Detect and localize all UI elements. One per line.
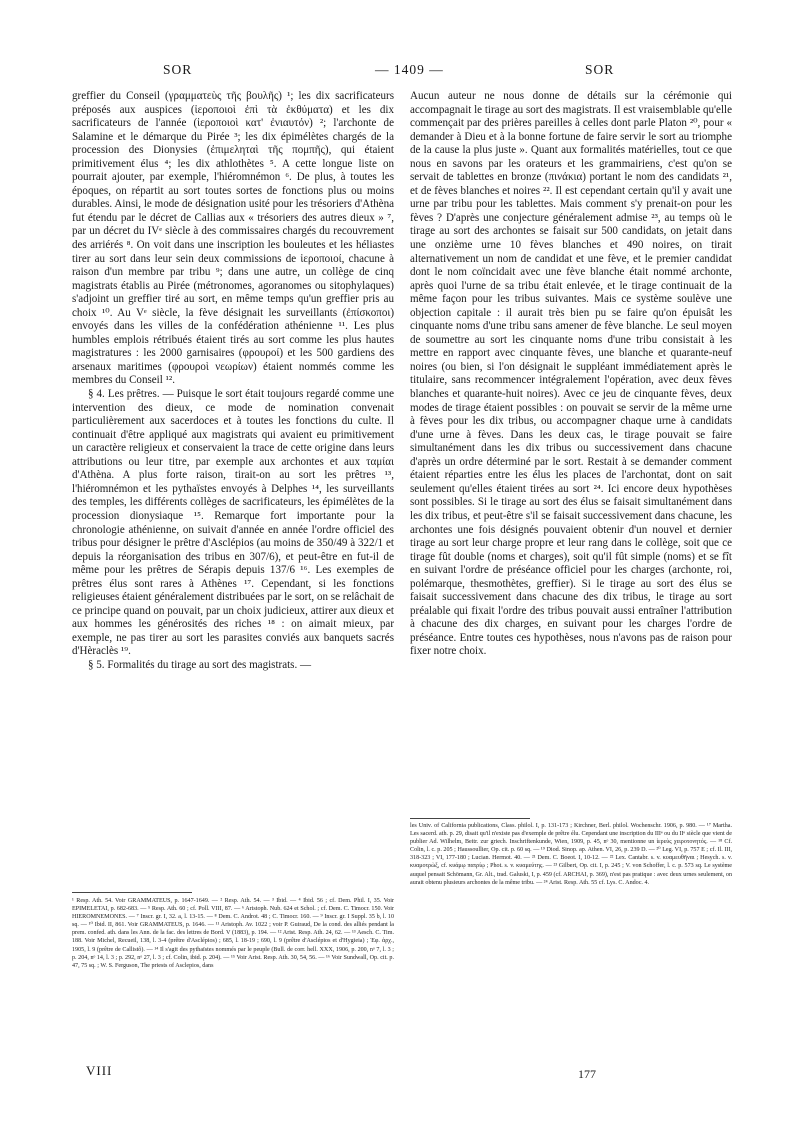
- running-header: [0, 62, 800, 84]
- header-right-word: SOR: [585, 62, 615, 77]
- footnotes-left: ¹ Resp. Ath. 54. Voir GRAMMATEUS, p. 1647-1649. — ² Resp. Ath. 54. — ³ Ibid. — ⁴ Ibid. 56 ; cf. Dem. Phil. I, 35. Voir EPIMELETAI, p. 682-683. — ⁵ Resp. Ath. 60 ; cf. Poll. VIII, 87. — ⁶ Aristoph. Nub. 624 et Schol. ; cf. Dem. C. Timocr. 150. Voir HIEROMNEMONES. — ⁷ Inscr. gr. I, 32. a, l. 13-15. — ⁸ Dem. C. Androt. 48 ; C. Timocr. 160. — ⁹ Inscr. gr. I Suppl. 35 b, l. 10 sq. — ¹⁰ Ibid. II, 861. Voir GRAMMATEUS, p. 1646. — ¹¹ Aristoph. Av. 1022 ; voir P. Guiraud, De la cond. des alliés pendant la prem. confed. ath. dans les Ann. de la fac. des lettres de Bord. V (1883), p. 194. — ¹² Arist. Resp. Ath. 24, 62. — ¹³ Aesch. C. Tim. 188. Voir Michel, Recueil, 138, l. 3-4 (prêtre d'Asclépios) ; 685, l. 18-19 ; 690, l. 9 (prêtre d'Asclépios et d'Hygieia) ; Ἐφ. ἀρχ., 1905, l. 9 (prêtre de Callistô). — ¹⁴ Il s'agit des pythaïstes nommés par le peuple (Bull. de corr. hell. XXX, 1906, p. 200, nᵒ 7, l. 3 ; p. 204, nᵒ 14, l. 3 ; p. 292, nᵒ 27, l. 3 ; cf. Colin, ibid. p. 204). — ¹⁵ Voir Arist. Resp. Ath. 30, 54, 56. — ¹⁶ Voir Sundwall, Op. cit. p. 47, 75 sq. ; W. S. Ferguson, The priests of Asclepios, dans: [72, 898, 394, 969]
- left-column: [72, 90, 394, 673]
- right-column: [410, 90, 732, 659]
- body-paragraph: Aucun auteur ne nous donne de détails sur la cérémonie qui accompagnait le tirage au sort des magistrats. Il est vraisemblable qu'elle commençait par des prières pareilles à celles dont parle Platon ²⁰, pour « demander à Dieu et à la bonne fortune de faire servir le sort au triomphe de la cause la plus juste ». Quant aux formalités matérielles, tout ce que nous en savons par les orateurs et les grammairiens, c'est qu'on se servait de tablettes en bronze (πινάκια) portant le nom des candidats ²¹, et de fèves blanches et noires ²². Il est cependant certain qu'il y avait une urne par tribu pour les tablettes. Mais comment s'y prenait-on pour les fèves ? D'après une conjecture généralement admise ²³, au temps où le tirage au sort des archontes se faisait sur 500 candidats, on jetait dans une onzième urne 10 fèves blanches et 490 noires, on tirait alternativement un nom de candidat et une fève, et le premier candidat dont le nom coïncidait avec une fève blanche était nommé archonte, après quoi l'urne de sa tribu était enlevée, et le tirage continuait de la même façon pour les tribus suivantes. Mais ce système soulève une objection capitale : il aurait très bien pu se faire qu'on épuisât les cinquante noms d'une tribu sans amener de fève blanche. Le seul moyen de soumettre au sort les cinquante noms d'une tribu consistait à les mettre en rapport avec cinquante fèves, une blanche et quarante-neuf noires (ou bien, si l'on désignait le suppléant immédiatement après le titulaire, sans recommencer intégralement l'opération, avec deux fèves blanches et quarante-huit noires). Avec ce jeu de cinquante fèves, deux modes de tirage étaient possibles : on pouvait se servir de la même urne à fèves pour les dix tribus, ou accompagner chaque urne à candidats d'une urne à fèves. Dans les deux cas, le tirage pouvait se faire simultanément dans les dix tribus ou successivement dans chacune d'après un ordre déterminé par le sort. Restait à se demander comment étaient réparties entre les élus les places de l'archontat, dont on sait seulement qu'elles étaient tirées au sort ²⁴. Ici encore deux hypothèses sont possibles. Si le tirage au sort des élus se faisait simultanément dans les dix tribus, et peut-être s'il se faisait successivement dans chacune, les archontes une fois désignés pouvaient obtenir d'un nouvel et dernier tirage au sort leur charge propre et leur rang dans le collège, soit que ce tirage fût double (noms et charges), soit qu'il fût simple (noms) et se fît en suivant l'ordre de préséance officiel pour les charges (archonte, roi, polémarque, thesmothètes, greffier). Si le tirage au sort des élus se faisait successivement dans chacune des dix tribus, le tirage au sort préalable qui fixait l'ordre des tribus pouvait aussi entraîner l'attribution à chacune des dix charges, en suivant pour les charges l'ordre de préséance. Entre toutes ces hypothèses, nous n'avons pas de raison pour fixer notre choix.: [410, 90, 732, 658]
- footnotes-right: les Univ. of California publications, Class. philol. I, p. 131-173 ; Kirchner, Berl. philol. Wochenschr. 1906, p. 980. — ¹⁷ Martha. Les sacerd. ath. p. 29, disait qu'il n'existe pas d'exemple de prêtre élu. Cependant une inscription du IIIᵉ ou du IIᵉ siècle que vient de publier Ad. Wilhelm, Beitr. zur griech. Inschriftenkunde, Wien, 1909, p. 45, nᵒ 30, mentionne un ἱερεὺς χειροτονητός. — ¹⁸ Cf. Colin, l. c. p. 205 ; Haussoullier, Op. cit. p. 60 sq. — ¹⁹ Diod. Sinop. ap. Athen. VI, 26, p. 239 D. — ²⁰ Leg. VI, p. 757 E ; cf. Il. III, 318-323 ; VI, 177-180 ; Lucian. Hermot. 40. — ²¹ Dem. C. Boeot. I, 10-12. — ²² Lex. Cantabr. s. v. κυαμευθῆναι ; Hesych. s. v. κυαμοτρὼξ, cf. κυάμῳ πατρίῳ ; Phot. s. v. κυαμεύτης. — ²³ Gilbert, Op. cit. I, p. 245 ; V. von Schoffer, l. c. p. 573 sq. Le système auquel pensait Schömann, Gr. Alt., trad. Galuski, I, p. 459 (cf. ARCHAI, p. 369), n'est pas pratique : avec deux urnes seulement, on aurait obtenu plusieurs archontes de la même tribu. — ²⁴ Arist. Resp. Ath. 55 cf. Lys. C. Andoc. 4.: [410, 823, 732, 886]
- header-left-word: SOR: [163, 62, 193, 77]
- footnote-divider: [72, 892, 192, 893]
- section-heading-formalities: § 5. Formalités du tirage au sort des magistrats. —: [88, 658, 312, 671]
- section-paragraph-priests: § 4. Les prêtres. — Puisque le sort était toujours regardé comme une intervention des dieux, ce mode de nomination convenait particulièrement aux sacerdoces et à toutes les fonctions du culte. Il continuait d'être appliqué aux magistrats qui avaient eu primitivement un caractère religieux et conservaient la trace de cette origine dans leurs attributions ou leur titre, par exemple aux archontes et aux ταμίαι d'Athèna. A plus forte raison, tirait-on au sort les prêtres ¹³, l'hiéromnémon et les pythaïstes envoyés à Delphes ¹⁴, les surveillants des temples, les différents collèges de sacrificateurs, les épimélètes de la procession dionysiaque ¹⁵. Remarque fort importante pour la chronologie athénienne, on suivait d'année en année l'ordre officiel des tribus pour désigner le prêtre d'Asclépios (au moins de 350/49 à 322/1 et depuis la réorganisation des tribus en 307/6), et peut-être en fut-il de même pour les prêtres de Sérapis depuis 137/6 ¹⁶. Les exemples de prêtres élus sont rares à Athènes ¹⁷. Cependant, si les fonctions religieuses étaient généralement distribuées par le sort, on se relâchait de ce principe quand on pouvait, par un choix judicieux, attirer aux dieux et aux hommes les générosités des riches ¹⁸ : on aimait mieux, par exemple, ne pas tirer au sort les parasites conviés aux banquets sacrés d'Hèraclès ¹⁹.: [72, 388, 394, 658]
- footnote-divider: [410, 818, 530, 819]
- folio-number: 177: [578, 1067, 596, 1081]
- header-page-number: — 1409 —: [375, 62, 444, 77]
- signature-mark: VIII: [86, 1063, 113, 1078]
- body-paragraph: greffier du Conseil (γραμματεὺς τῆς βουλῆς) ¹; les dix sacrificateurs préposés aux auspices (ἱεροποιοὶ ἐπὶ τὰ ἐκθύματα) et les dix sacrificateurs de l'année (ἱεροποιοὶ κατ' ἐνιαυτόν) ²; l'archonte de Salamine et le démarque du Pirée ³; les dix épimélètes chargés de la procession des Dionysies (ἐπιμεληταὶ τῆς πομπῆς), qui étaient primitivement élus ⁴; les dix athlothètes ⁵. A cette longue liste on pourrait ajouter, par exemple, l'hiéromnémon ⁶. De plus, à toutes les époques, on répartit au sort toutes sortes de fonctions plus ou moins durables. Ainsi, le mode de désignation usité pour les trésoriers d'Athèna fut étendu par le décret de Callias aux « trésoriers des autres dieux » ⁷, par un décret du IVᵉ siècle à des commissaires chargés du recouvrement des arriérés ⁸. On voit dans une inscription les bouleutes et les héliastes tirer au sort dans leur sein deux commissions de ἱεροποιοί, chacune à raison d'un membre par tribu ⁹; dans une autre, un collège de cinq magistrats établis au Pirée (métronomes, agoranomes ou sitophylaques) s'adjoint un greffier tiré au sort, en même temps qu'un greffier pris au choix ¹⁰. Au Vᵉ siècle, la fève désignait les surveillants (ἐπίσκοποι) envoyés dans les villes de la confédération athénienne ¹¹. Les plus humbles emplois rétribués étaient tirés au sort comme les plus hautes magistratures : les 2000 garnisaires (φρουροί) et les 500 gardiens des arsenaux maritimes (φρουροὶ νεωρίων) étaient nommés comme les membres du Conseil ¹².: [72, 90, 394, 387]
